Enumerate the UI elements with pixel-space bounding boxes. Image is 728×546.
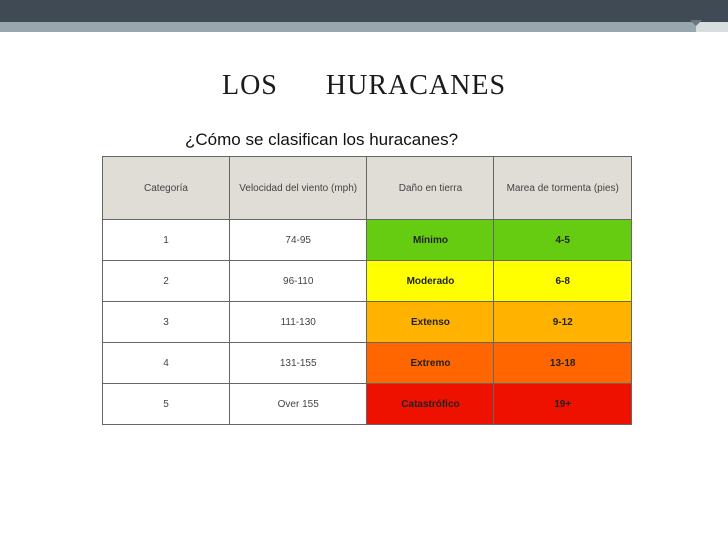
cell-velocidad: Over 155 [229,384,367,425]
cell-marea: 19+ [494,384,632,425]
hurricane-table [102,156,632,425]
cell-categoria: 5 [103,384,230,425]
cell-velocidad: 111-130 [229,302,367,343]
table-row [103,343,632,384]
cell-dano: Extremo [367,343,494,384]
header-velocidad: Velocidad del viento (mph) [229,157,367,220]
cell-velocidad: 131-155 [229,343,367,384]
table-header [103,157,632,220]
cell-marea: 9-12 [494,302,632,343]
cell-categoria: 1 [103,220,230,261]
cell-marea: 13-18 [494,343,632,384]
table-row [103,384,632,425]
cell-categoria: 3 [103,302,230,343]
header-categoria: Categoría [103,157,230,220]
table-body [103,220,632,425]
cell-marea: 4-5 [494,220,632,261]
cell-velocidad: 74-95 [229,220,367,261]
cell-dano: Catastrófico [367,384,494,425]
header-row [103,157,632,220]
table-row [103,220,632,261]
header-marea: Marea de tormenta (pies) [494,157,632,220]
cell-dano: Mínimo [367,220,494,261]
header-dano: Daño en tierra [367,157,494,220]
table-row [103,302,632,343]
cell-marea: 6-8 [494,261,632,302]
corner-triangle-icon [690,20,702,26]
slide-title: LOS HURACANES [221,70,507,101]
accent-bar [0,22,728,32]
table-row [103,261,632,302]
cell-categoria: 4 [103,343,230,384]
top-bar [0,0,728,22]
cell-velocidad: 96-110 [229,261,367,302]
cell-categoria: 2 [103,261,230,302]
slide-subtitle: ¿Cómo se clasifican los huracanes? [185,130,459,149]
cell-dano: Extenso [367,302,494,343]
cell-dano: Moderado [367,261,494,302]
